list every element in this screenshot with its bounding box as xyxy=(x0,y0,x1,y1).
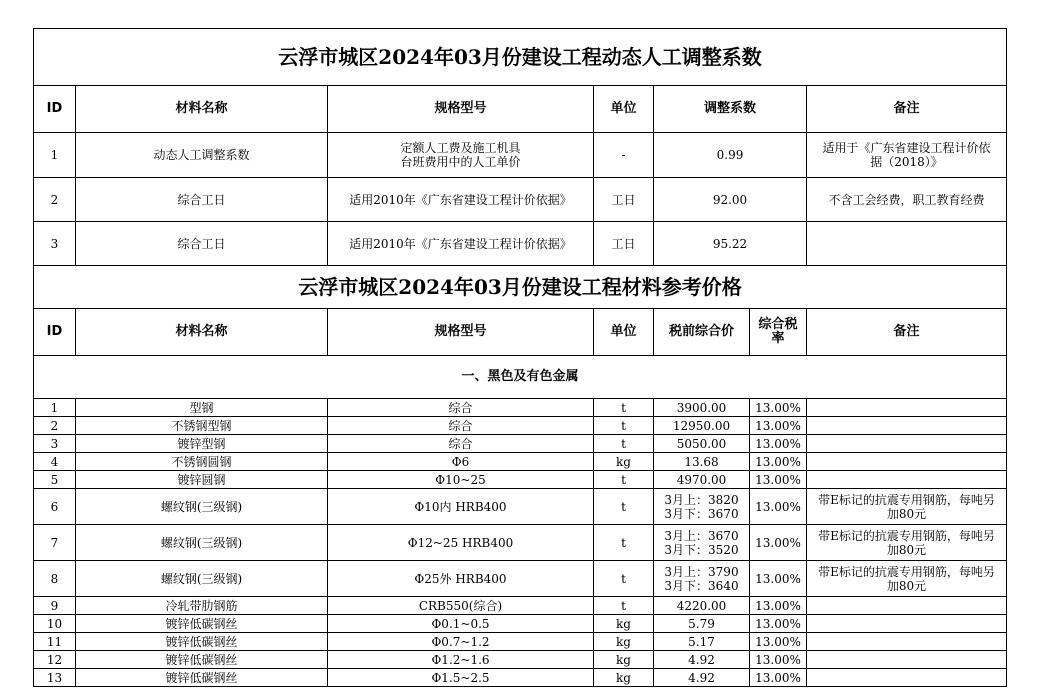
table-row xyxy=(34,597,1007,615)
section2-title-row xyxy=(34,266,1007,309)
row-id: 4 xyxy=(34,453,76,471)
row-note xyxy=(807,435,1007,453)
table-row xyxy=(34,633,1007,651)
row-id: 5 xyxy=(34,471,76,489)
row-unit: t xyxy=(594,435,654,453)
row-spec: Φ10内 HRB400 xyxy=(328,489,594,525)
row-note xyxy=(807,669,1007,687)
table-row xyxy=(34,435,1007,453)
row-id: 2 xyxy=(34,417,76,435)
row-note xyxy=(807,417,1007,435)
section1-header-row xyxy=(34,86,1007,133)
row-note xyxy=(807,222,1007,266)
table-row xyxy=(34,133,1007,178)
row-name: 镀锌低碳钢丝 xyxy=(76,651,328,669)
row-price: 3900.00 xyxy=(654,399,750,417)
row-name: 镀锌低碳钢丝 xyxy=(76,633,328,651)
header-name: 材料名称 xyxy=(76,309,328,356)
row-spec: Φ12~25 HRB400 xyxy=(328,525,594,561)
row-spec: Φ10~25 xyxy=(328,471,594,489)
row-tax: 13.00% xyxy=(750,399,807,417)
row-price: 13.68 xyxy=(654,453,750,471)
row-spec: CRB550(综合) xyxy=(328,597,594,615)
row-id: 10 xyxy=(34,615,76,633)
row-name: 冷轧带肋钢筋 xyxy=(76,597,328,615)
row-spec: 综合 xyxy=(328,399,594,417)
row-price: 3月上：3820 3月下：3670 xyxy=(654,489,750,525)
row-note xyxy=(807,615,1007,633)
row-price: 4970.00 xyxy=(654,471,750,489)
header-id: ID xyxy=(34,86,76,133)
row-id: 9 xyxy=(34,597,76,615)
row-unit: 工日 xyxy=(594,178,654,222)
row-note: 适用于《广东省建设工程计价依 据（2018）》 xyxy=(807,133,1007,178)
row-unit: kg xyxy=(594,453,654,471)
row-id: 1 xyxy=(34,399,76,417)
table-row xyxy=(34,399,1007,417)
category-row xyxy=(34,356,1007,399)
row-spec: 综合 xyxy=(328,417,594,435)
row-price: 5.79 xyxy=(654,615,750,633)
row-name: 型钢 xyxy=(76,399,328,417)
row-name: 镀锌圆钢 xyxy=(76,471,328,489)
row-tax: 13.00% xyxy=(750,651,807,669)
row-spec: Φ0.1~0.5 xyxy=(328,615,594,633)
header-spec: 规格型号 xyxy=(328,86,594,133)
row-price: 5050.00 xyxy=(654,435,750,453)
row-coef: 92.00 xyxy=(654,178,807,222)
table-row xyxy=(34,453,1007,471)
section1-title: 云浮市城区2024年03月份建设工程动态人工调整系数 xyxy=(34,29,1007,86)
row-name: 综合工日 xyxy=(76,222,328,266)
row-name: 镀锌低碳钢丝 xyxy=(76,615,328,633)
header-price: 税前综合价 xyxy=(654,309,750,356)
row-price: 3月上：3790 3月下：3640 xyxy=(654,561,750,597)
header-note: 备注 xyxy=(807,86,1007,133)
row-unit: t xyxy=(594,471,654,489)
row-unit: kg xyxy=(594,633,654,651)
row-note xyxy=(807,597,1007,615)
section2-title: 云浮市城区2024年03月份建设工程材料参考价格 xyxy=(34,266,1007,309)
row-id: 7 xyxy=(34,525,76,561)
row-tax: 13.00% xyxy=(750,417,807,435)
header-tax: 综合税率 xyxy=(750,309,807,356)
row-coef: 95.22 xyxy=(654,222,807,266)
row-unit: t xyxy=(594,417,654,435)
row-price: 12950.00 xyxy=(654,417,750,435)
row-unit: t xyxy=(594,525,654,561)
row-note: 带E标记的抗震专用钢筋，每吨另 加80元 xyxy=(807,525,1007,561)
row-tax: 13.00% xyxy=(750,597,807,615)
row-id: 3 xyxy=(34,435,76,453)
row-price: 4.92 xyxy=(654,669,750,687)
header-name: 材料名称 xyxy=(76,86,328,133)
row-name: 综合工日 xyxy=(76,178,328,222)
table-row xyxy=(34,561,1007,597)
row-price: 4.92 xyxy=(654,651,750,669)
row-price: 4220.00 xyxy=(654,597,750,615)
row-unit: kg xyxy=(594,669,654,687)
row-name: 螺纹钢(三级钢) xyxy=(76,489,328,525)
row-unit: t xyxy=(594,597,654,615)
row-spec: 综合 xyxy=(328,435,594,453)
table-row xyxy=(34,669,1007,687)
row-name: 螺纹钢(三级钢) xyxy=(76,561,328,597)
price-table xyxy=(33,28,1007,687)
table-row xyxy=(34,417,1007,435)
row-spec: Φ1.2~1.6 xyxy=(328,651,594,669)
row-spec: 定额人工费及施工机具 台班费用中的人工单价 xyxy=(328,133,594,178)
row-name: 镀锌型钢 xyxy=(76,435,328,453)
row-spec: Φ6 xyxy=(328,453,594,471)
row-unit: t xyxy=(594,489,654,525)
row-price: 3月上：3670 3月下：3520 xyxy=(654,525,750,561)
row-name: 镀锌低碳钢丝 xyxy=(76,669,328,687)
row-note: 不含工会经费，职工教育经费 xyxy=(807,178,1007,222)
row-name: 不锈钢型钢 xyxy=(76,417,328,435)
table-row xyxy=(34,525,1007,561)
row-id: 6 xyxy=(34,489,76,525)
row-spec: Φ25外 HRB400 xyxy=(328,561,594,597)
table-row xyxy=(34,222,1007,266)
category-label: 一、黑色及有色金属 xyxy=(34,356,1007,399)
row-tax: 13.00% xyxy=(750,471,807,489)
row-note xyxy=(807,399,1007,417)
header-coef: 调整系数 xyxy=(654,86,807,133)
row-note xyxy=(807,633,1007,651)
row-name: 不锈钢圆钢 xyxy=(76,453,328,471)
row-note: 带E标记的抗震专用钢筋，每吨另 加80元 xyxy=(807,561,1007,597)
row-coef: 0.99 xyxy=(654,133,807,178)
row-tax: 13.00% xyxy=(750,489,807,525)
row-unit: 工日 xyxy=(594,222,654,266)
row-unit: t xyxy=(594,561,654,597)
row-unit: kg xyxy=(594,651,654,669)
row-note xyxy=(807,453,1007,471)
table-row xyxy=(34,651,1007,669)
row-tax: 13.00% xyxy=(750,561,807,597)
header-id: ID xyxy=(34,309,76,356)
table-row xyxy=(34,471,1007,489)
table-row xyxy=(34,615,1007,633)
row-spec: 适用2010年《广东省建设工程计价依据》 xyxy=(328,178,594,222)
header-note: 备注 xyxy=(807,309,1007,356)
row-tax: 13.00% xyxy=(750,453,807,471)
row-tax: 13.00% xyxy=(750,435,807,453)
header-unit: 单位 xyxy=(594,86,654,133)
row-id: 2 xyxy=(34,178,76,222)
row-tax: 13.00% xyxy=(750,633,807,651)
row-id: 1 xyxy=(34,133,76,178)
row-id: 13 xyxy=(34,669,76,687)
table-row xyxy=(34,178,1007,222)
row-tax: 13.00% xyxy=(750,615,807,633)
row-price: 5.17 xyxy=(654,633,750,651)
row-id: 12 xyxy=(34,651,76,669)
row-note: 带E标记的抗震专用钢筋，每吨另 加80元 xyxy=(807,489,1007,525)
row-id: 11 xyxy=(34,633,76,651)
row-note xyxy=(807,471,1007,489)
section2-header-row xyxy=(34,309,1007,356)
row-unit: t xyxy=(594,399,654,417)
row-name: 螺纹钢(三级钢) xyxy=(76,525,328,561)
header-spec: 规格型号 xyxy=(328,309,594,356)
row-tax: 13.00% xyxy=(750,525,807,561)
row-spec: Φ0.7~1.2 xyxy=(328,633,594,651)
row-name: 动态人工调整系数 xyxy=(76,133,328,178)
row-id: 3 xyxy=(34,222,76,266)
row-unit: kg xyxy=(594,615,654,633)
header-unit: 单位 xyxy=(594,309,654,356)
row-unit: - xyxy=(594,133,654,178)
row-note xyxy=(807,651,1007,669)
row-id: 8 xyxy=(34,561,76,597)
row-tax: 13.00% xyxy=(750,669,807,687)
section1-title-row xyxy=(34,29,1007,86)
row-spec: Φ1.5~2.5 xyxy=(328,669,594,687)
row-spec: 适用2010年《广东省建设工程计价依据》 xyxy=(328,222,594,266)
table-row xyxy=(34,489,1007,525)
